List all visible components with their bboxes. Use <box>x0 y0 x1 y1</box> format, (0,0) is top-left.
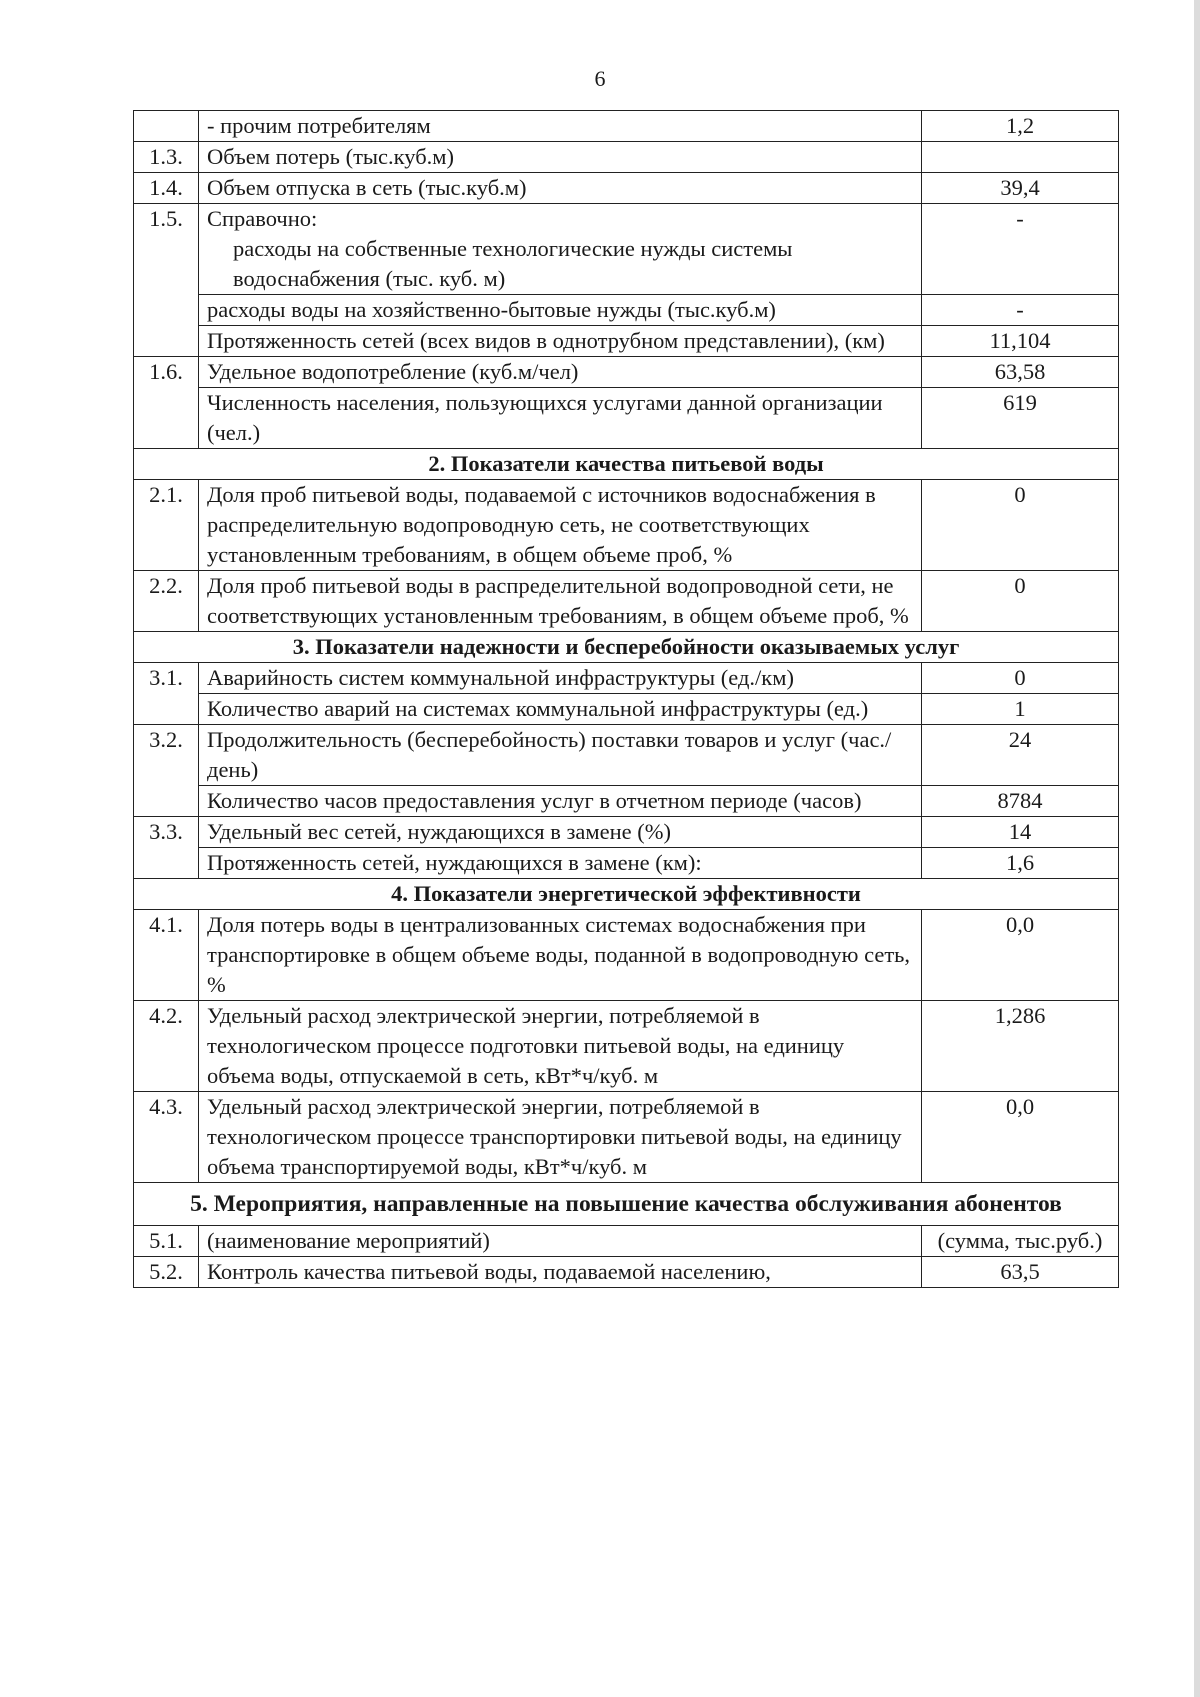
section-heading: 5. Мероприятия, направленные на повышение качества обслуживания абонентов <box>134 1183 1119 1226</box>
row-number: 1.5. <box>134 204 199 357</box>
row-value: - <box>922 204 1119 295</box>
row-text-block <box>199 204 922 295</box>
row-value: 0,0 <box>922 910 1119 1001</box>
table-row <box>134 694 1119 725</box>
table-row <box>134 571 1119 632</box>
row-text: расходы воды на хозяйственно-бытовые нужды (тыс.куб.м) <box>199 295 922 326</box>
table-row <box>134 663 1119 694</box>
row-value: 11,104 <box>922 326 1119 357</box>
row-text: Удельный расход электрической энергии, потребляемой в технологическом процессе подготовки питьевой воды, на единицу объема воды, отпускаемой в сеть, кВт*ч/куб. м <box>199 1001 922 1092</box>
row-number: 2.2. <box>134 571 199 632</box>
row-number: 5.2. <box>134 1257 199 1288</box>
table-row <box>134 173 1119 204</box>
table-row <box>134 388 1119 449</box>
row-text: Удельный вес сетей, нуждающихся в замене (%) <box>199 817 922 848</box>
row-text: (наименование мероприятий) <box>199 1226 922 1257</box>
row-value: 1,6 <box>922 848 1119 879</box>
row-number: 3.2. <box>134 725 199 817</box>
table-row <box>134 111 1119 142</box>
section-heading: 2. Показатели качества питьевой воды <box>134 449 1119 480</box>
row-number <box>134 111 199 142</box>
row-value: 0 <box>922 663 1119 694</box>
row-text: Количество аварий на системах коммунальной инфраструктуры (ед.) <box>199 694 922 725</box>
row-text: Протяженность сетей (всех видов в однотрубном представлении), (км) <box>199 326 922 357</box>
row-value: 1,2 <box>922 111 1119 142</box>
row-value: 63,5 <box>922 1257 1119 1288</box>
row-number: 1.3. <box>134 142 199 173</box>
table-row <box>134 1226 1119 1257</box>
row-text: Удельное водопотребление (куб.м/чел) <box>199 357 922 388</box>
table-row <box>134 786 1119 817</box>
row-value: 0 <box>922 480 1119 571</box>
row-text: Объем потерь (тыс.куб.м) <box>199 142 922 173</box>
table-row <box>134 1092 1119 1183</box>
table-row <box>134 142 1119 173</box>
table-row <box>134 480 1119 571</box>
row-text: Количество часов предоставления услуг в отчетном периоде (часов) <box>199 786 922 817</box>
section-row <box>134 1183 1119 1226</box>
row-text: Аварийность систем коммунальной инфраструктуры (ед./км) <box>199 663 922 694</box>
table-row <box>134 725 1119 786</box>
row-value: 1 <box>922 694 1119 725</box>
table-row <box>134 817 1119 848</box>
indicators-table <box>133 110 1119 1288</box>
row-value: 63,58 <box>922 357 1119 388</box>
reference-heading: Справочно: <box>207 206 318 231</box>
section-row <box>134 879 1119 910</box>
row-text: Доля проб питьевой воды в распределительной водопроводной сети, не соответствующих установленным требованиям, в общем объеме проб, % <box>199 571 922 632</box>
row-text: Доля потерь воды в централизованных системах водоснабжения при транспортировке в общем объеме воды, поданной в водопроводную сеть, % <box>199 910 922 1001</box>
section-row <box>134 632 1119 663</box>
row-text: Численность населения, пользующихся услугами данной организации (чел.) <box>199 388 922 449</box>
row-value: (сумма, тыс.руб.) <box>922 1226 1119 1257</box>
row-text: - прочим потребителям <box>199 111 922 142</box>
row-value: 24 <box>922 725 1119 786</box>
row-value <box>922 142 1119 173</box>
row-value: 0 <box>922 571 1119 632</box>
row-text: расходы на собственные технологические нужды системы водоснабжения (тыс. куб. м) <box>233 236 793 291</box>
section-row <box>134 449 1119 480</box>
row-number: 1.6. <box>134 357 199 449</box>
row-number: 2.1. <box>134 480 199 571</box>
section-heading: 4. Показатели энергетической эффективности <box>134 879 1119 910</box>
row-text: Продолжительность (бесперебойность) поставки товаров и услуг (час./день) <box>199 725 922 786</box>
row-number: 1.4. <box>134 173 199 204</box>
row-number: 4.1. <box>134 910 199 1001</box>
row-value: 0,0 <box>922 1092 1119 1183</box>
table-row <box>134 848 1119 879</box>
row-text: Удельный расход электрической энергии, потребляемой в технологическом процессе транспортировки питьевой воды, на единицу объема транспортируемой воды, кВт*ч/куб. м <box>199 1092 922 1183</box>
table-row <box>134 357 1119 388</box>
row-text: Объем отпуска в сеть (тыс.куб.м) <box>199 173 922 204</box>
row-text: Доля проб питьевой воды, подаваемой с источников водоснабжения в распределительную водопроводную сеть, не соответствующих установленным требованиям, в общем объеме проб, % <box>199 480 922 571</box>
row-number: 3.3. <box>134 817 199 879</box>
row-value: 8784 <box>922 786 1119 817</box>
section-heading: 3. Показатели надежности и бесперебойности оказываемых услуг <box>134 632 1119 663</box>
row-number: 4.2. <box>134 1001 199 1092</box>
table-row <box>134 295 1119 326</box>
row-number: 3.1. <box>134 663 199 725</box>
table-row <box>134 910 1119 1001</box>
table-row <box>134 1257 1119 1288</box>
row-number: 4.3. <box>134 1092 199 1183</box>
row-text: Протяженность сетей, нуждающихся в замене (км): <box>199 848 922 879</box>
row-value: 39,4 <box>922 173 1119 204</box>
row-number: 5.1. <box>134 1226 199 1257</box>
page-number: 6 <box>594 66 606 91</box>
row-value: 14 <box>922 817 1119 848</box>
table-row <box>134 326 1119 357</box>
row-value: - <box>922 295 1119 326</box>
row-value: 619 <box>922 388 1119 449</box>
table-row <box>134 204 1119 295</box>
row-text: Контроль качества питьевой воды, подаваемой населению, <box>199 1257 922 1288</box>
table-row <box>134 1001 1119 1092</box>
scan-edge-shadow <box>1194 0 1200 1697</box>
row-value: 1,286 <box>922 1001 1119 1092</box>
